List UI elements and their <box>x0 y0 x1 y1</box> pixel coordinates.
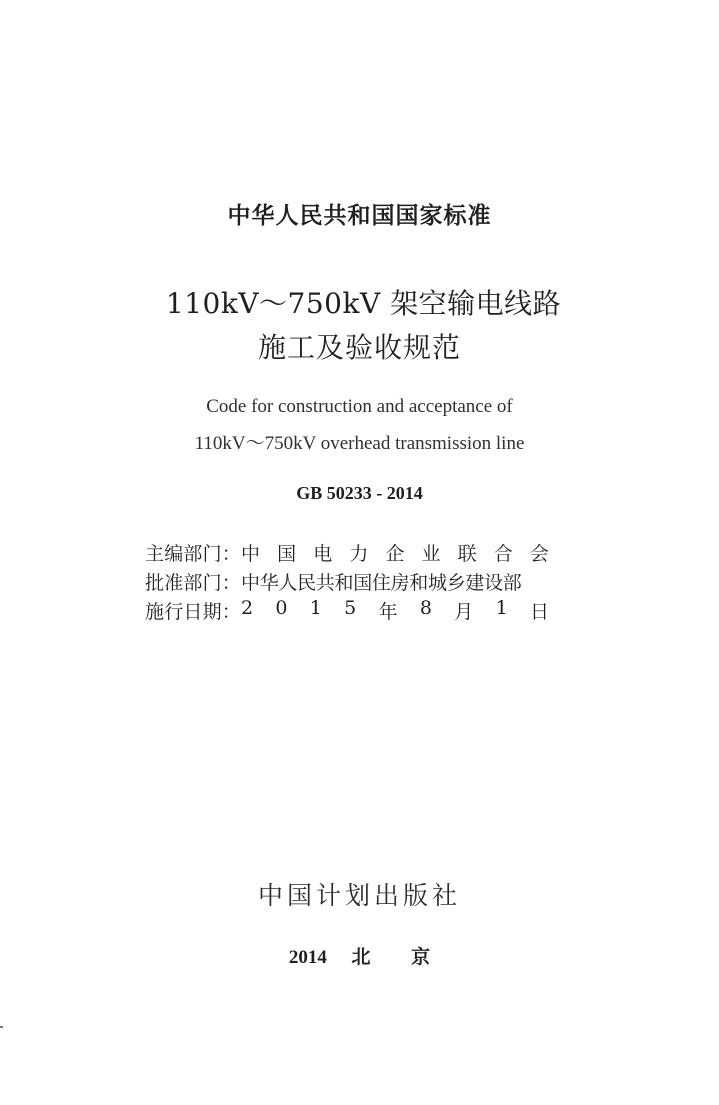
compiled-by-char: 国 <box>277 543 297 565</box>
city-char-2: 京 <box>411 946 431 968</box>
compiled-by-char: 业 <box>421 543 441 565</box>
effective-date-char: 5 <box>344 597 357 619</box>
compiled-by-label: 主编部门： <box>145 543 242 565</box>
english-title-line-2: 110kV～750kV overhead transmission line <box>194 433 525 454</box>
compiled-by-char: 企 <box>385 543 405 565</box>
national-standard-heading: 中华人民共和国国家标准 <box>227 203 492 229</box>
compiled-by-row <box>145 538 565 567</box>
effective-date-char: 月 <box>454 601 474 623</box>
compiled-by-value <box>233 539 549 566</box>
publication-year-city <box>0 942 719 969</box>
effective-date-char: 0 <box>275 597 288 619</box>
effective-date-row <box>145 596 565 625</box>
effective-date-char: 2 <box>241 597 254 619</box>
chinese-title-line-1: 110kV～750kV 架空输电线路 <box>165 287 562 320</box>
publisher-name: 中国计划出版社 <box>257 881 461 910</box>
approved-by-row <box>145 567 565 596</box>
standard-code: GB 50233 - 2014 <box>296 483 423 503</box>
effective-date-char: 1 <box>495 597 508 619</box>
chinese-title-line-2: 施工及验收规范 <box>257 331 461 364</box>
effective-date-char: 日 <box>529 601 549 623</box>
compiled-by-char: 会 <box>529 543 549 565</box>
compiled-by-char: 力 <box>349 543 369 565</box>
effective-date-value <box>233 597 549 624</box>
publication-year: 2014 <box>288 947 327 968</box>
page-edge-mark <box>0 1026 3 1028</box>
approved-by-label: 批准部门： <box>145 572 242 594</box>
compiled-by-char: 电 <box>313 543 333 565</box>
compiled-by-char: 联 <box>457 543 477 565</box>
effective-date-char: 年 <box>378 601 398 623</box>
city-char-1: 北 <box>351 946 371 968</box>
approved-by-value: 中华人民共和国住房和城乡建设部 <box>241 572 522 594</box>
standard-details <box>145 538 565 625</box>
english-title-line-1: Code for construction and acceptance of <box>206 396 513 417</box>
effective-date-char: 8 <box>419 597 432 619</box>
compiled-by-char: 中 <box>241 543 261 565</box>
effective-date-label: 施行日期： <box>145 601 242 623</box>
compiled-by-char: 合 <box>493 543 513 565</box>
effective-date-char: 1 <box>309 597 322 619</box>
